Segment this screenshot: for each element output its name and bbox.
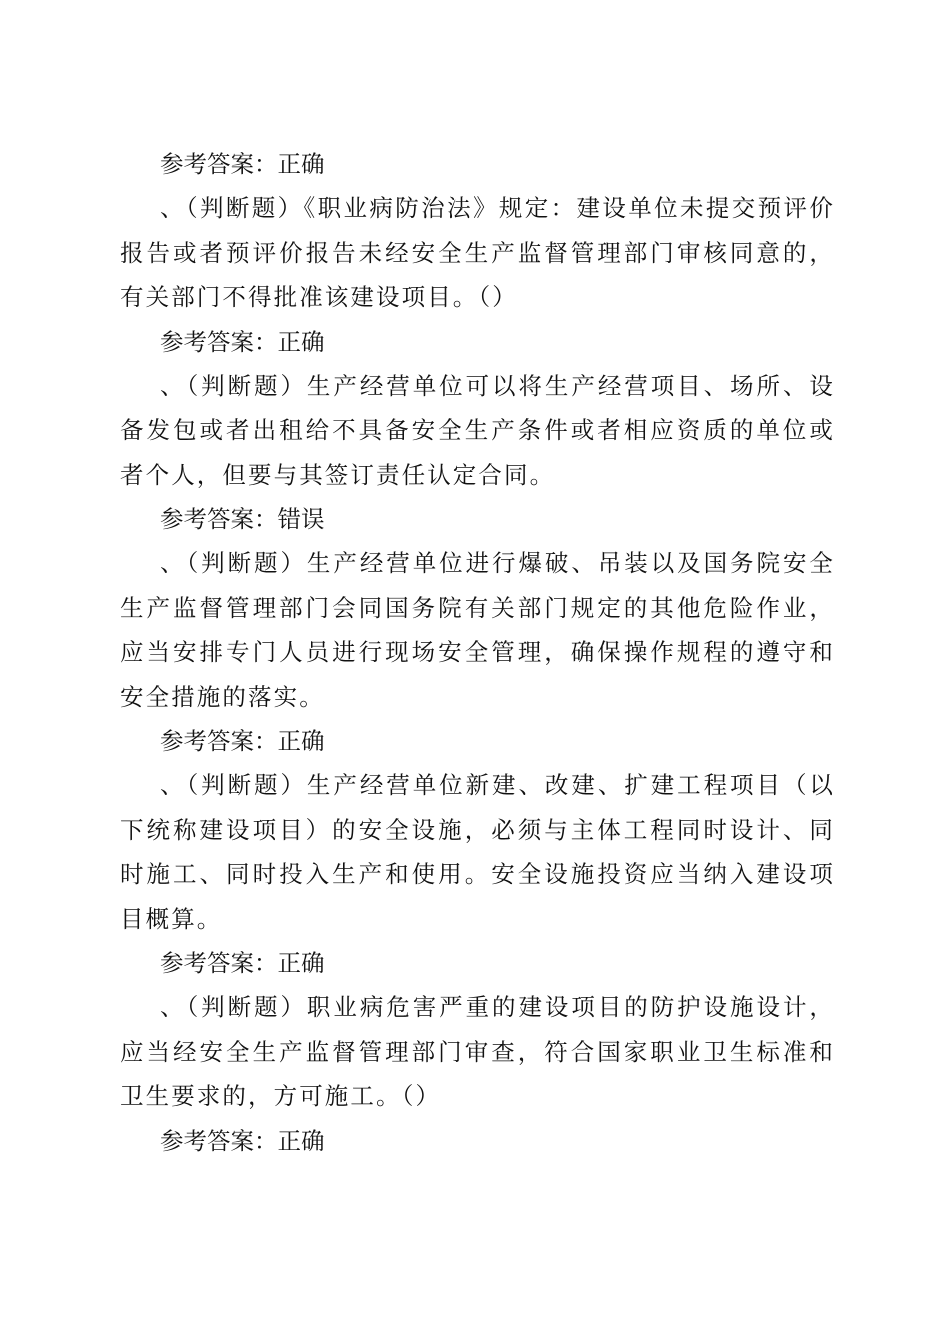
answer-line: 参考答案：正确 <box>160 327 325 356</box>
answer-line: 参考答案：正确 <box>160 727 325 755</box>
question-item: 、（判断题）生产经营单位进行爆破、吊装以及国务院安全生产监督管理部门会同国务院有关部门规定的其他危险作业，应当安排专门人员进行现场安全管理，确保操作规程的遵守和安全措施的落实。 <box>120 549 835 711</box>
question-item: 、（判断题）《职业病防治法》规定：建设单位未提交预评价报告或者预评价报告未经安全生产监督管理部门审核同意的，有关部门不得批准该建设项目。（） <box>120 194 835 311</box>
question-item: 、（判断题）职业病危害严重的建设项目的防护设施设计，应当经安全生产监督管理部门审查，符合国家职业卫生标准和卫生要求的，方可施工。（） <box>120 993 835 1110</box>
answer-line: 参考答案：正确 <box>160 1126 325 1155</box>
question-item: 、（判断题）生产经营单位可以将生产经营项目、场所、设备发包或者出租给不具备安全生产条件或者相应资质的单位或者个人，但要与其签订责任认定合同。 <box>120 371 835 489</box>
answer-line: 参考答案：正确 <box>160 150 325 178</box>
question-item: 、（判断题）生产经营单位新建、改建、扩建工程项目（以下统称建设项目）的安全设施，必须与主体工程同时设计、同时施工、同时投入生产和使用。安全设施投资应当纳入建设项目概算。 <box>120 771 835 933</box>
answer-line: 参考答案：错误 <box>160 505 325 533</box>
answer-line: 参考答案：正确 <box>160 949 325 977</box>
document-page <box>120 142 835 1163</box>
